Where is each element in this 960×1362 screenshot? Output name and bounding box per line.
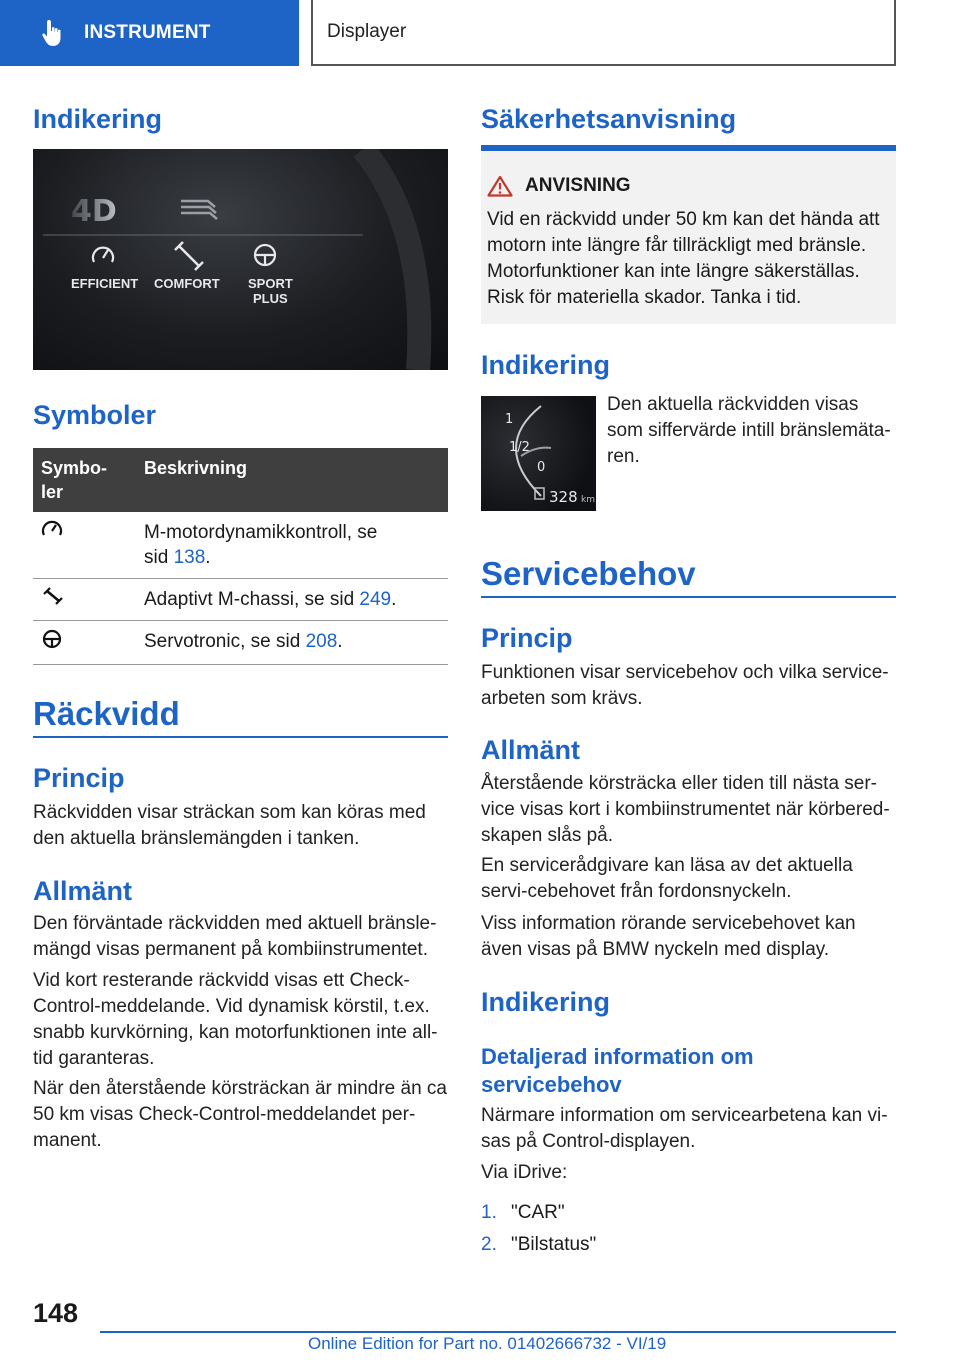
paragraph: En servicerådgivare kan läsa av det aktuella servi-cebehovet från fordonsnyckeln. [481, 855, 853, 902]
paragraph: Återstående körsträcka eller tiden till nästa ser-vice visas kort i kombiinstrumentet när körbered-skapen slås på. [481, 773, 890, 846]
list-number: 1. [481, 1202, 497, 1223]
gauge-range: 328 [549, 488, 578, 506]
table-header-description: Beskrivning [136, 448, 448, 512]
paragraph: Den förväntade räckvidden med aktuell bränsle-mängd visas permanent på kombiinstrumentet. [33, 913, 437, 960]
paragraph: När den återstående körsträckan är mindre än ca 50 km visas Check-Control-meddelandet per-manent. [33, 1078, 447, 1151]
row-tail: . [391, 589, 397, 610]
section-tab[interactable] [0, 0, 299, 66]
heading-princip-right: Princip [481, 623, 573, 653]
heading-detail: Detaljerad information om servicebehov [481, 1044, 754, 1097]
heading-symboler: Symboler [33, 400, 157, 430]
speedometer-icon [33, 512, 136, 579]
row-text: Adaptivt M-chassi, se sid [144, 589, 360, 610]
fuel-gauge-image [481, 396, 596, 511]
page-number: 148 [33, 1298, 79, 1328]
steering-wheel-icon [33, 621, 136, 665]
section-rule [481, 596, 896, 598]
heading-indikering-right: Indikering [481, 350, 611, 380]
warning-box [481, 145, 896, 324]
footer-rule [100, 1331, 896, 1333]
row-tail: . [205, 547, 211, 568]
dashboard-graphic [33, 149, 448, 370]
paragraph: Viss information rörande servicebehovet kan även visas på BMW nyckeln med display. [481, 913, 856, 960]
row-text: Servotronic, se sid [144, 631, 306, 652]
breadcrumb[interactable] [311, 0, 896, 66]
list-number: 2. [481, 1234, 497, 1255]
heading-princip-left: Princip [33, 763, 125, 793]
page-link[interactable]: 249 [359, 589, 392, 610]
hand-pointer-icon [36, 16, 70, 50]
paragraph: Närmare information om servicearbetena kan vi-sas på Control-displayen. [481, 1105, 888, 1152]
label-plus: PLUS [253, 291, 288, 306]
row-text-cont: sid [144, 547, 174, 568]
paragraph: Vid kort resterande räckvidd visas ett Check-Control-meddelande. Vid dynamisk körstil, t.ex. snabb kurvkörning, kan motorfunktionen inte all-tid garanteras. [33, 970, 438, 1069]
gauge-empty: 0 [537, 460, 546, 475]
page-link[interactable]: 138 [173, 547, 206, 568]
fuel-gauge-graphic [481, 396, 596, 511]
warning-title: ANVISNING [525, 175, 631, 196]
page-link[interactable]: 208 [305, 631, 338, 652]
warning-text: Vid en räckvidd under 50 km kan det hända att motorn inte längre får tillräckligt med bränsle. Motorfunktioner kan inte längre säkerställas. Risk för materiella skador. Tanka i tid. [487, 209, 880, 308]
header-symbol-line2: ler [41, 482, 64, 502]
row-text: M-motordynamikkontroll, se [144, 522, 378, 543]
section-rule [33, 736, 448, 738]
footer-edition: Online Edition for Part no. 01402666732 - VI/19 [308, 1334, 667, 1353]
list-item [481, 1200, 565, 1226]
symbol-table [33, 448, 448, 665]
paragraph: Den aktuella räckvidden visas som siffervärde intill bränslemäta-ren. [607, 394, 891, 467]
list-text: "CAR" [511, 1202, 565, 1223]
table-row [33, 621, 448, 665]
warning-triangle-icon [487, 175, 513, 197]
table-row [33, 579, 448, 621]
paragraph-via: Via iDrive: [481, 1162, 568, 1183]
label-sport: SPORT [248, 276, 293, 291]
label-comfort: COMFORT [154, 276, 220, 291]
section-tab-label: INSTRUMENT [84, 22, 211, 43]
table-header-symbol [33, 448, 136, 512]
gauge-unit: km [581, 495, 595, 505]
paragraph: Funktionen visar servicebehov och vilka service-arbeten som krävs. [481, 662, 889, 709]
gauge-full: 1 [505, 412, 514, 427]
gauge-half: 1/2 [509, 440, 530, 455]
heading-allmant-left: Allmänt [33, 876, 133, 906]
dashboard-image [33, 149, 448, 370]
heading-indikering-right-2: Indikering [481, 987, 611, 1017]
table-row [33, 512, 448, 579]
shock-absorber-icon [33, 579, 136, 621]
row-tail: . [337, 631, 343, 652]
list-item [481, 1232, 596, 1258]
heading-sakerhet: Säkerhetsanvisning [481, 104, 737, 134]
header-symbol-line1: Symbo- [41, 458, 108, 478]
list-text: "Bilstatus" [511, 1234, 597, 1255]
paragraph: Räckvidden visar sträckan som kan köras med den aktuella bränslemängden i tanken. [33, 802, 426, 849]
heading-allmant-right: Allmänt [481, 735, 581, 765]
heading-rackvidd: Räckvidd [33, 695, 180, 732]
heading-indikering-left: Indikering [33, 104, 163, 134]
breadcrumb-label: Displayer [327, 21, 407, 42]
label-efficient: EFFICIENT [71, 276, 139, 291]
gear-indicator: 4D [71, 194, 117, 229]
heading-servicebehov: Servicebehov [481, 555, 696, 592]
